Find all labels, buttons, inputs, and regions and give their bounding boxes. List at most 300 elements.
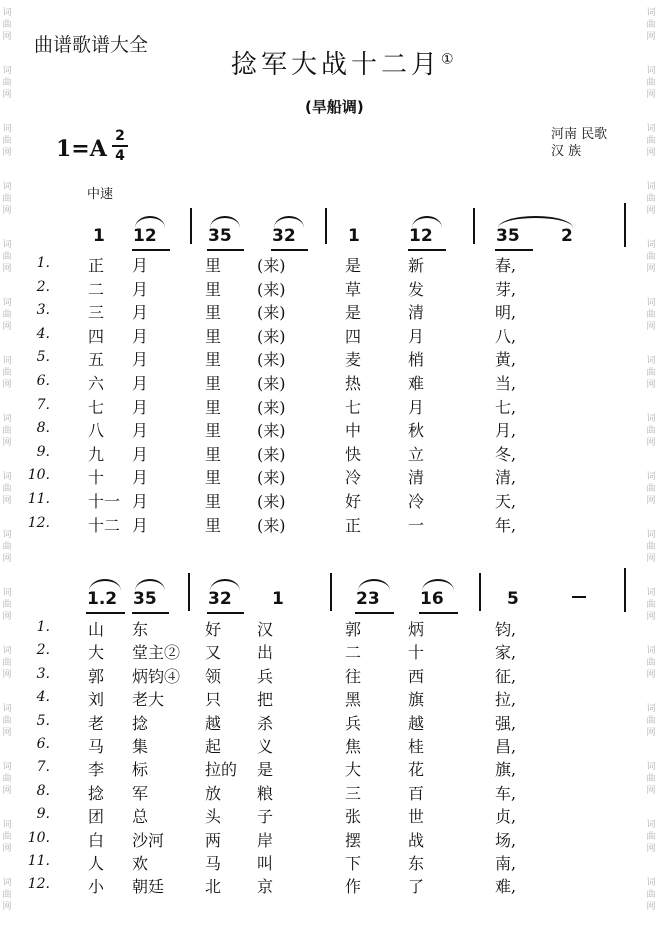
- note-underline: [355, 612, 394, 614]
- verse-number: 6.: [36, 736, 50, 752]
- watermark-char: 网: [2, 322, 12, 332]
- lyric-syllable: 两: [205, 830, 222, 850]
- watermark-char: 词: [646, 762, 656, 772]
- verse-number: 7.: [36, 396, 50, 413]
- lyric-syllable: (来): [257, 326, 286, 346]
- watermark-char: 曲: [2, 136, 12, 146]
- note: 12: [133, 226, 157, 246]
- lyric-syllable: 标: [132, 760, 149, 780]
- lyric-syllable: 八: [88, 421, 105, 441]
- watermark-char: 曲: [646, 368, 656, 378]
- lyric-syllable: 五: [88, 350, 105, 370]
- lyric-syllable: 七: [345, 397, 362, 417]
- site-label: 曲谱歌谱大全: [34, 34, 149, 56]
- barline: [330, 573, 332, 611]
- lyric-syllable: 兵: [257, 666, 274, 686]
- lyric-syllable: 家,: [495, 643, 517, 663]
- watermark-char: 网: [646, 844, 656, 854]
- watermark-char: 曲: [646, 542, 656, 552]
- verse-number: 3.: [36, 302, 50, 319]
- watermark-char: 曲: [2, 20, 12, 30]
- lyric-syllable: 京: [257, 877, 274, 897]
- watermark-char: 曲: [2, 600, 12, 610]
- watermark-char: 词: [646, 182, 656, 192]
- watermark-char: 网: [2, 148, 12, 158]
- lyric-syllable: 头: [205, 807, 222, 827]
- note: 12: [409, 226, 433, 246]
- lyric-syllable: 昌,: [495, 737, 517, 756]
- verse-number: 4.: [36, 325, 50, 342]
- lyric-syllable: 人: [88, 854, 105, 873]
- verse-number: 5.: [36, 349, 50, 366]
- note-underline: [271, 249, 308, 251]
- verse-number: 9.: [36, 443, 50, 460]
- lyric-syllable: 月: [132, 444, 149, 464]
- watermark-char: 词: [646, 820, 656, 830]
- watermark-char: 网: [2, 612, 12, 622]
- lyric-syllable: 战: [408, 830, 425, 850]
- watermark-char: 词: [2, 414, 12, 424]
- verse-number: 5.: [36, 712, 50, 729]
- watermark-char: 曲: [2, 658, 12, 668]
- lyric-syllable: 朝廷: [132, 877, 165, 897]
- lyric-syllable: 里: [205, 421, 222, 441]
- note-underline: [495, 249, 533, 251]
- watermark-char: 曲: [2, 832, 12, 842]
- watermark-char: 曲: [2, 194, 12, 204]
- watermark-char: 词: [646, 704, 656, 714]
- watermark-char: 词: [646, 414, 656, 424]
- lyric-syllable: 南,: [495, 854, 517, 873]
- lyric-syllable: 是: [257, 760, 274, 780]
- watermark-char: 网: [2, 32, 12, 42]
- lyric-syllable: 月: [132, 468, 149, 488]
- lyric-syllable: 难,: [495, 877, 517, 897]
- lyric-syllable: 清,: [495, 468, 517, 488]
- verse-number: 12.: [27, 514, 50, 531]
- note-underline: [207, 612, 244, 614]
- barline: [479, 573, 481, 611]
- lyric-syllable: 冷: [345, 468, 362, 488]
- lyric-syllable: 月: [132, 397, 149, 417]
- lyric-syllable: 月: [132, 515, 149, 535]
- slur-mark: [135, 216, 165, 228]
- watermark-char: 网: [646, 902, 656, 912]
- note-underline: [408, 249, 446, 251]
- watermark-char: 网: [646, 496, 656, 506]
- watermark-char: 曲: [2, 78, 12, 88]
- lyric-syllable: 领: [205, 666, 222, 686]
- lyric-syllable: 年,: [495, 515, 517, 535]
- verse-number: 1.: [36, 619, 50, 635]
- lyric-syllable: 立: [408, 444, 425, 464]
- lyric-syllable: 好: [345, 492, 362, 511]
- meter-bottom: 4: [112, 145, 128, 165]
- watermark-char: 曲: [646, 716, 656, 726]
- watermark-char: 网: [2, 90, 12, 100]
- verse-number: 11.: [27, 853, 50, 869]
- slur-mark: [412, 216, 442, 228]
- lyric-syllable: 三: [345, 783, 362, 803]
- lyric-syllable: 征,: [495, 666, 517, 686]
- watermark-char: 曲: [646, 426, 656, 436]
- watermark-char: 曲: [646, 136, 656, 146]
- note: 35: [133, 589, 157, 609]
- verse-number: 1.: [36, 255, 50, 271]
- lyric-syllable: 好: [205, 620, 222, 639]
- lyric-syllable: 明,: [495, 303, 517, 323]
- lyric-syllable: 里: [205, 397, 222, 417]
- lyric-syllable: 梢: [408, 350, 425, 370]
- lyric-syllable: 郭: [345, 620, 362, 639]
- lyric-syllable: 当,: [495, 374, 517, 393]
- lyric-syllable: 山: [88, 620, 105, 639]
- watermark-char: 网: [646, 670, 656, 680]
- lyric-syllable: 冬,: [495, 444, 517, 464]
- lyric-syllable: 军: [132, 783, 149, 803]
- lyric-syllable: 场,: [495, 830, 517, 850]
- verse-number: 10.: [27, 467, 50, 484]
- note-underline: [86, 612, 125, 614]
- lyric-syllable: 月: [132, 492, 149, 511]
- slur-mark: [210, 579, 240, 591]
- watermark-char: 曲: [646, 832, 656, 842]
- title-text: 捻军大战十二月: [231, 50, 442, 80]
- lyric-syllable: 三: [88, 303, 105, 323]
- lyric-syllable: 捻: [132, 713, 149, 733]
- watermark-char: 词: [2, 240, 12, 250]
- barline: [473, 208, 475, 244]
- verse-number: 12.: [27, 876, 50, 893]
- watermark-char: 曲: [2, 542, 12, 552]
- lyric-syllable: 世: [408, 807, 425, 827]
- note: 5: [507, 589, 519, 609]
- lyric-syllable: (来): [257, 256, 286, 275]
- watermark-char: 曲: [2, 252, 12, 262]
- watermark-char: 曲: [646, 600, 656, 610]
- watermark-char: 词: [646, 646, 656, 656]
- watermark-char: 词: [2, 356, 12, 366]
- lyric-syllable: (来): [257, 468, 286, 488]
- lyric-syllable: 四: [88, 326, 105, 346]
- lyric-syllable: 总: [132, 807, 149, 827]
- lyric-syllable: 十二: [88, 515, 121, 535]
- lyric-syllable: 里: [205, 256, 222, 275]
- lyric-syllable: 把: [257, 690, 274, 710]
- verse-number: 9.: [36, 806, 50, 823]
- watermark-char: 词: [2, 878, 12, 888]
- lyric-syllable: 桂: [408, 737, 425, 756]
- lyric-syllable: 里: [205, 444, 222, 464]
- watermark-char: 网: [2, 902, 12, 912]
- lyric-syllable: (来): [257, 444, 286, 464]
- lyric-syllable: 八,: [495, 326, 517, 346]
- lyric-syllable: 月: [132, 350, 149, 370]
- note-underline: [132, 249, 170, 251]
- lyric-syllable: 堂主②: [132, 643, 181, 663]
- lyric-syllable: (来): [257, 279, 286, 299]
- lyric-syllable: 粮: [257, 783, 274, 803]
- lyric-syllable: 往: [345, 666, 362, 686]
- slur-mark: [89, 579, 121, 591]
- watermark-char: 曲: [646, 890, 656, 900]
- watermark-char: 词: [646, 588, 656, 598]
- watermark-char: 网: [2, 670, 12, 680]
- watermark-char: 词: [2, 530, 12, 540]
- note: 35: [208, 226, 232, 246]
- time-signature: [112, 127, 128, 165]
- watermark-char: 网: [646, 554, 656, 564]
- lyric-syllable: 清: [408, 303, 425, 323]
- lyric-syllable: 钧,: [495, 620, 517, 639]
- lyric-syllable: (来): [257, 303, 286, 323]
- lyric-syllable: 起: [205, 737, 222, 756]
- watermark-char: 网: [646, 148, 656, 158]
- watermark-char: 网: [646, 322, 656, 332]
- lyric-syllable: 大: [88, 643, 105, 663]
- slur-mark: [210, 216, 240, 228]
- verse-number: 8.: [36, 420, 50, 437]
- watermark-char: 曲: [646, 20, 656, 30]
- watermark-char: 网: [2, 380, 12, 390]
- watermark-char: 网: [646, 380, 656, 390]
- lyric-syllable: 郭: [88, 666, 105, 686]
- lyric-syllable: 是: [345, 256, 362, 275]
- lyric-syllable: 百: [408, 783, 425, 803]
- lyric-syllable: 清: [408, 468, 425, 488]
- note: 1: [272, 589, 284, 609]
- watermark-char: 网: [646, 728, 656, 738]
- slur-mark: [274, 216, 304, 228]
- watermark-char: 曲: [2, 310, 12, 320]
- lyric-syllable: 快: [345, 444, 362, 464]
- lyric-syllable: 刘: [88, 690, 105, 710]
- note: 32: [272, 226, 296, 246]
- lyric-syllable: 东: [132, 620, 149, 639]
- watermark-char: 曲: [2, 890, 12, 900]
- title-footnote-marker: ①: [441, 51, 454, 68]
- lyric-syllable: 出: [257, 643, 274, 663]
- lyric-syllable: (来): [257, 397, 286, 417]
- barline: [188, 573, 190, 611]
- lyric-syllable: 东: [408, 854, 425, 873]
- lyric-syllable: 冷: [408, 492, 425, 511]
- lyric-syllable: 马: [88, 737, 105, 756]
- watermark-char: 曲: [646, 658, 656, 668]
- verse-number: 4.: [36, 689, 50, 706]
- lyric-syllable: 月,: [495, 421, 517, 441]
- lyric-syllable: 沙河: [132, 830, 165, 850]
- dash-sustain: [572, 596, 586, 598]
- watermark-char: 曲: [2, 368, 12, 378]
- watermark-char: 网: [2, 844, 12, 854]
- lyric-syllable: (来): [257, 492, 286, 511]
- lyric-syllable: 里: [205, 279, 222, 299]
- lyric-syllable: 春,: [495, 256, 517, 275]
- watermark-char: 曲: [646, 252, 656, 262]
- lyric-syllable: 热: [345, 374, 362, 393]
- note: 16: [420, 589, 444, 609]
- watermark-char: 词: [646, 356, 656, 366]
- watermark-char: 词: [646, 240, 656, 250]
- lyric-syllable: 秋: [408, 421, 425, 441]
- lyric-syllable: 七,: [495, 397, 517, 417]
- note: 1: [348, 226, 360, 246]
- watermark-char: 网: [2, 554, 12, 564]
- lyric-syllable: 只: [205, 690, 222, 710]
- slur-mark: [498, 216, 573, 228]
- lyric-syllable: 集: [132, 737, 149, 756]
- lyric-syllable: 放: [205, 783, 222, 803]
- meter-top: 2: [115, 128, 125, 144]
- watermark-char: 网: [2, 438, 12, 448]
- lyric-syllable: 西: [408, 666, 425, 686]
- watermark-char: 词: [2, 66, 12, 76]
- lyric-syllable: 月: [408, 326, 425, 346]
- verse-number: 7.: [36, 759, 50, 776]
- lyric-syllable: 汉: [257, 620, 274, 639]
- lyric-syllable: 张: [345, 807, 362, 827]
- lyric-syllable: 天,: [495, 492, 517, 511]
- lyric-syllable: 叫: [257, 854, 274, 873]
- watermark-char: 曲: [646, 78, 656, 88]
- note: 35: [496, 226, 520, 246]
- lyric-syllable: 中: [345, 421, 362, 441]
- watermark-char: 词: [646, 66, 656, 76]
- watermark-char: 曲: [646, 484, 656, 494]
- verse-number: 6.: [36, 373, 50, 389]
- song-subtitle: (旱船调): [305, 98, 364, 116]
- lyric-syllable: 车,: [495, 783, 517, 803]
- region-line2: 汉 族: [551, 144, 582, 159]
- lyric-syllable: 欢: [132, 854, 149, 873]
- lyric-syllable: 六: [88, 374, 105, 393]
- lyric-syllable: (来): [257, 421, 286, 441]
- lyric-syllable: 黄,: [495, 350, 517, 370]
- lyric-syllable: 白: [88, 830, 105, 850]
- watermark-char: 网: [646, 612, 656, 622]
- watermark-char: 曲: [2, 774, 12, 784]
- note: 23: [356, 589, 380, 609]
- slur-mark: [135, 579, 165, 591]
- lyric-syllable: 拉的: [205, 760, 238, 780]
- lyric-syllable: 四: [345, 326, 362, 346]
- watermark-char: 曲: [646, 310, 656, 320]
- verse-number: 10.: [27, 829, 50, 846]
- lyric-syllable: 越: [205, 713, 222, 733]
- lyric-syllable: 里: [205, 468, 222, 488]
- lyric-syllable: 子: [257, 807, 274, 827]
- note: 1: [93, 226, 105, 246]
- watermark-char: 曲: [2, 426, 12, 436]
- key-signature: 1=A: [56, 136, 107, 162]
- barline: [624, 203, 626, 247]
- barline: [624, 568, 626, 612]
- lyric-syllable: 麦: [345, 350, 362, 370]
- lyric-syllable: 越: [408, 713, 425, 733]
- lyric-syllable: 十一: [88, 492, 121, 511]
- watermark-char: 网: [646, 786, 656, 796]
- lyric-syllable: 马: [205, 854, 222, 873]
- watermark-char: 网: [2, 264, 12, 274]
- region-line1: 河南 民歌: [551, 127, 608, 142]
- barline: [190, 208, 192, 244]
- lyric-syllable: 里: [205, 350, 222, 370]
- watermark-char: 网: [646, 438, 656, 448]
- watermark-char: 曲: [2, 716, 12, 726]
- lyric-syllable: 北: [205, 877, 222, 897]
- watermark-char: 词: [646, 298, 656, 308]
- watermark-char: 曲: [2, 484, 12, 494]
- lyric-syllable: 新: [408, 256, 425, 275]
- lyric-syllable: 七: [88, 397, 105, 417]
- verse-number: 11.: [27, 491, 50, 507]
- watermark-char: 网: [2, 786, 12, 796]
- lyric-syllable: 月: [132, 326, 149, 346]
- lyric-syllable: (来): [257, 515, 286, 535]
- watermark-char: 词: [2, 588, 12, 598]
- lyric-syllable: 里: [205, 515, 222, 535]
- watermark-char: 词: [2, 298, 12, 308]
- note: 1.2: [87, 589, 118, 609]
- lyric-syllable: 贞,: [495, 807, 517, 827]
- lyric-syllable: 大: [345, 760, 362, 780]
- watermark-char: 词: [646, 878, 656, 888]
- region-info: [551, 126, 607, 160]
- verse-number: 3.: [36, 665, 50, 682]
- lyric-syllable: 九: [88, 444, 105, 464]
- lyric-syllable: 正: [345, 515, 362, 535]
- lyric-syllable: 拉,: [495, 690, 517, 710]
- watermark-char: 曲: [646, 774, 656, 784]
- song-title: [231, 44, 454, 81]
- lyric-syllable: 下: [345, 854, 362, 873]
- lyric-syllable: 难: [408, 374, 425, 393]
- watermark-char: 词: [2, 820, 12, 830]
- watermark-char: 网: [2, 496, 12, 506]
- lyric-syllable: 旗: [408, 690, 425, 710]
- lyric-syllable: 十: [88, 468, 105, 488]
- lyric-syllable: 旗,: [495, 760, 517, 780]
- lyric-syllable: 老大: [132, 690, 165, 710]
- watermark-char: 词: [2, 8, 12, 18]
- lyric-syllable: 月: [132, 374, 149, 393]
- lyric-syllable: 炳: [408, 620, 425, 639]
- lyric-syllable: 里: [205, 492, 222, 511]
- lyric-syllable: 正: [88, 256, 105, 275]
- watermark-char: 网: [646, 32, 656, 42]
- lyric-syllable: 杀: [257, 713, 274, 733]
- note-underline: [132, 612, 169, 614]
- watermark-char: 词: [646, 530, 656, 540]
- lyric-syllable: 摆: [345, 830, 362, 850]
- watermark-char: 词: [2, 182, 12, 192]
- lyric-syllable: 李: [88, 760, 105, 780]
- lyric-syllable: 花: [408, 760, 425, 780]
- lyric-syllable: 月: [132, 279, 149, 299]
- note: 2: [561, 226, 573, 246]
- lyric-syllable: 二: [88, 279, 105, 299]
- lyric-syllable: 作: [345, 877, 362, 897]
- lyric-syllable: 里: [205, 303, 222, 323]
- lyric-syllable: 里: [205, 374, 222, 393]
- note-underline: [419, 612, 458, 614]
- lyric-syllable: 月: [132, 421, 149, 441]
- lyric-syllable: 团: [88, 807, 105, 827]
- verse-number: 2.: [36, 642, 50, 659]
- lyric-syllable: 捻: [88, 783, 105, 803]
- lyric-syllable: 强,: [495, 713, 517, 733]
